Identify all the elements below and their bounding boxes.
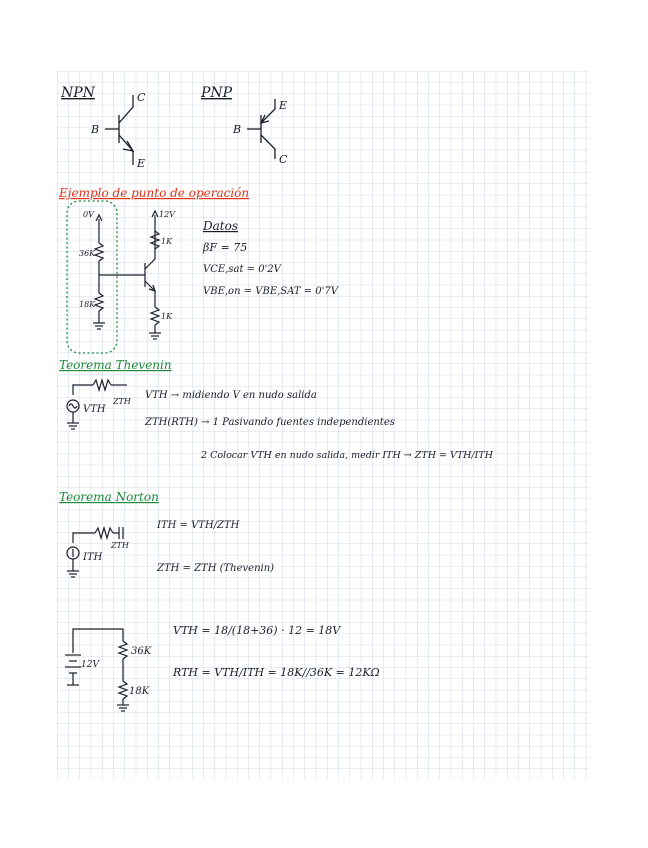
r-bottom-label: 18K (129, 686, 150, 697)
pnp-title: PNP (201, 85, 233, 101)
pnp-emitter-label: E (279, 99, 288, 112)
norton-formula-zth: ZTH = ZTH (Thevenin) (157, 563, 275, 574)
rc-label: 1K (161, 237, 173, 246)
pnp-collector-label: C (279, 153, 288, 166)
thevenin-vth-label: VTH (83, 404, 106, 415)
npn-base-label: B (91, 123, 100, 136)
npn-title: NPN (61, 85, 95, 101)
thevenin-step3: 2 Colocar VTH en nudo salida, medir ITH → ZTH = VTH/ITH (201, 450, 494, 461)
datos-beta: βF = 75 (203, 241, 248, 254)
supply-right-label: 12V (159, 210, 175, 219)
example-title: Ejemplo de punto de operación (59, 186, 250, 200)
norton-zth-label: ZTH (111, 541, 129, 550)
npn-emitter-label: E (137, 157, 146, 170)
norton-formula-ith: ITH = VTH/ZTH (157, 520, 240, 531)
re-label: 1K (161, 312, 173, 321)
thevenin-title: Teorema Thevenin (59, 358, 172, 372)
datos-vbe: VBE,on = VBE,SAT = 0'7V (203, 286, 338, 297)
datos-vce-sat: VCE,sat = 0'2V (203, 264, 281, 275)
r2-label: 18K (79, 300, 96, 309)
rth-calculation: RTH = VTH/ITH = 18K//36K = 12KΩ (173, 666, 380, 679)
norton-ith-label: ITH (83, 552, 103, 563)
thevenin-step2: ZTH(RTH) → 1 Pasivando fuentes independientes (145, 417, 395, 428)
r1-label: 36K (79, 249, 96, 258)
npn-collector-label: C (137, 91, 146, 104)
thevenin-zth-label: ZTH (113, 397, 131, 406)
supply-left-label: 0V (83, 210, 94, 219)
graph-paper-sheet (57, 71, 589, 779)
pnp-base-label: B (233, 123, 242, 136)
norton-title: Teorema Norton (59, 490, 159, 504)
datos-title: Datos (203, 219, 238, 233)
r-top-label: 36K (131, 646, 152, 657)
thevenin-step1: VTH → midiendo V en nudo salida (145, 390, 317, 401)
source-label: 12V (81, 660, 99, 670)
vth-calculation: VTH = 18/(18+36) · 12 = 18V (173, 624, 341, 637)
